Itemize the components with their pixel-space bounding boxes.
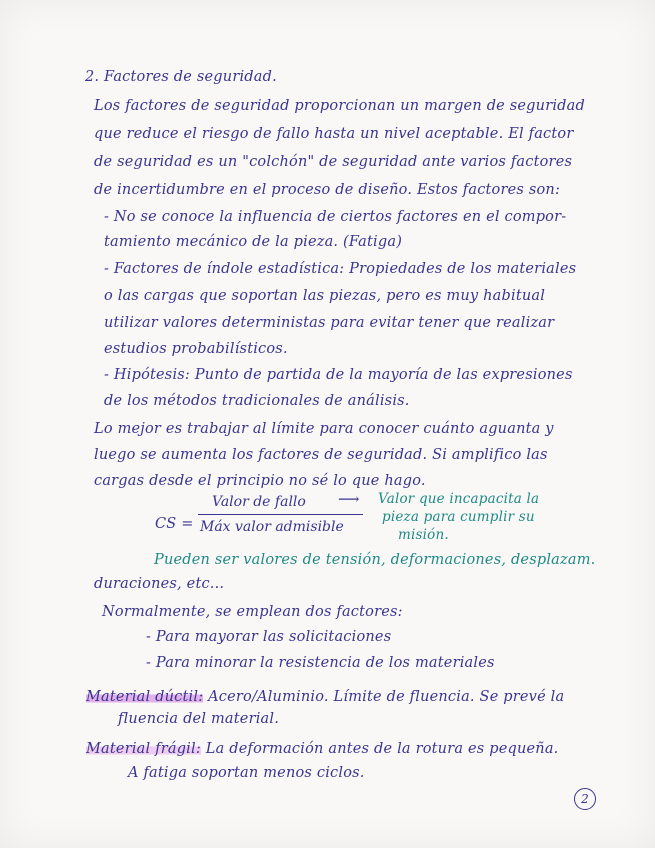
- paragraph2-line: cargas desde el principio no sé lo que hago.: [94, 473, 426, 489]
- section-title: 2. Factores de seguridad.: [85, 69, 277, 85]
- paragraph1-line: de seguridad es un "colchón" de seguridad ante varios factores: [94, 154, 573, 170]
- paragraph2-line: luego se aumenta los factores de seguridad. Si amplifico las: [94, 447, 548, 463]
- teal-note-line-continued: duraciones, etc...: [94, 576, 225, 592]
- material-fragil-line: [86, 740, 558, 758]
- material-ductil-text: Acero/Aluminio. Límite de fluencia. Se prevé la: [203, 689, 565, 705]
- paragraph3-line: - Para mayorar las solicitaciones: [146, 629, 392, 645]
- formula-note-line: pieza para cumplir su: [382, 509, 535, 525]
- material-fragil-text: La deformación antes de la rotura es pequeña.: [200, 741, 559, 757]
- bullet-line: - No se conoce la influencia de ciertos factores en el compor-: [104, 209, 567, 225]
- material-fragil-line2: A fatiga soportan menos ciclos.: [128, 765, 365, 781]
- paragraph2-line: Lo mejor es trabajar al límite para conocer cuánto aguanta y: [94, 421, 554, 437]
- paragraph3-line: Normalmente, se emplean dos factores:: [102, 604, 403, 620]
- bullet-line: tamiento mecánico de la pieza. (Fatiga): [104, 234, 403, 250]
- paragraph1-line: que reduce el riesgo de fallo hasta un nivel aceptable. El factor: [94, 126, 574, 142]
- material-fragil-label: Material frágil:: [86, 741, 201, 757]
- bullet-line: - Factores de índole estadística: Propiedades de los materiales: [104, 261, 577, 277]
- bullet-line: utilizar valores deterministas para evitar tener que realizar: [104, 315, 555, 331]
- paragraph3-line: - Para minorar la resistencia de los materiales: [146, 655, 495, 671]
- paragraph1-line: de incertidumbre en el proceso de diseño. Estos factores son:: [94, 182, 561, 198]
- bullet-line: de los métodos tradicionales de análisis.: [104, 393, 410, 409]
- paragraph1-line: Los factores de seguridad proporcionan un margen de seguridad: [94, 98, 585, 114]
- material-ductil-label: Material dúctil:: [86, 689, 204, 705]
- page-number: 2: [574, 788, 596, 810]
- bullet-line: estudios probabilísticos.: [104, 341, 288, 357]
- formula-numerator: Valor de fallo: [212, 494, 306, 510]
- formula-denominator: Máx valor admisible: [200, 519, 344, 535]
- formula-note-line: Valor que incapacita la: [378, 491, 540, 507]
- teal-note-line: Pueden ser valores de tensión, deformaciones, desplazam.: [154, 552, 596, 568]
- formula-lhs: CS =: [155, 516, 194, 532]
- material-ductil-line2: fluencia del material.: [118, 711, 280, 727]
- formula-note-line: misión.: [398, 527, 449, 543]
- material-ductil-line: [86, 688, 564, 706]
- right-arrow-icon: ⟶: [338, 490, 360, 508]
- bullet-line: - Hipótesis: Punto de partida de la mayoría de las expresiones: [104, 367, 573, 383]
- fraction-bar: [198, 514, 363, 515]
- bullet-line: o las cargas que soportan las piezas, pero es muy habitual: [104, 288, 546, 304]
